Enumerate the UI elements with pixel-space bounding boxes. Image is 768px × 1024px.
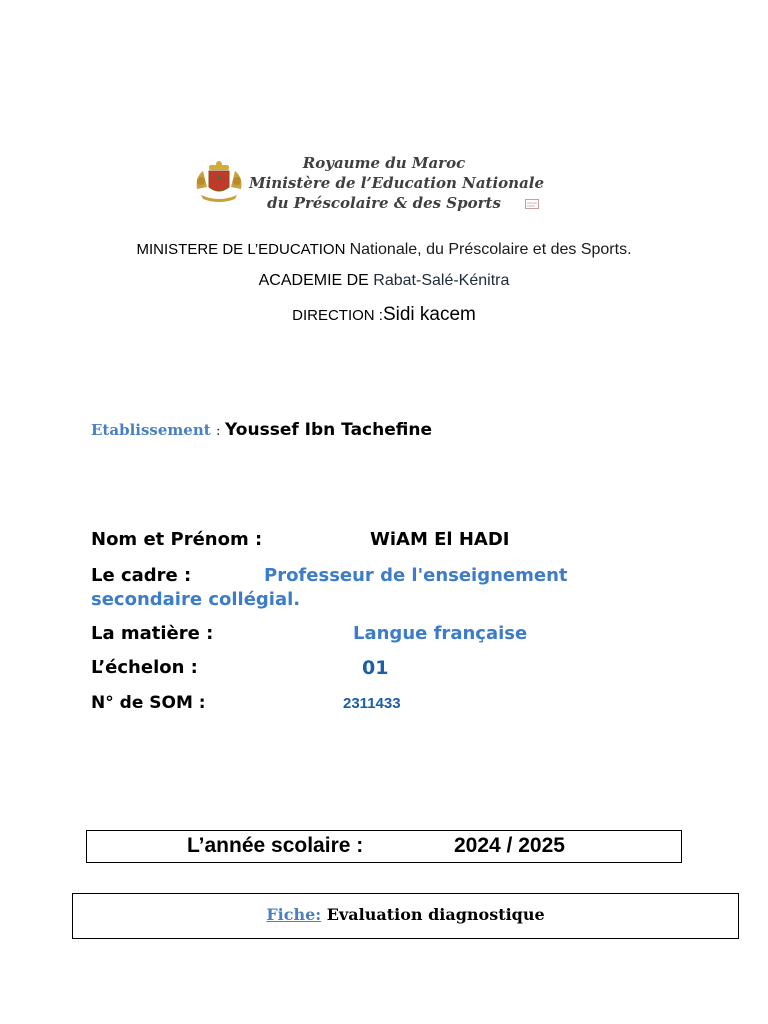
logo-line-prescolaire: du Préscolaire & des Sports <box>267 194 501 212</box>
academie-line <box>0 272 768 290</box>
direction-value: Sidi kacem <box>382 304 476 325</box>
annee-label: L’année scolaire : <box>187 834 364 857</box>
direction-line <box>0 304 768 326</box>
cadre-value-line2: secondaire collégial. <box>91 589 301 610</box>
echelon-label: L’échelon : <box>91 657 198 678</box>
etablissement-value: Youssef Ibn Tachefine <box>225 420 432 440</box>
ministry-rest: Nationale, du Préscolaire et des Sports. <box>349 241 632 258</box>
ministry-prefix: MINISTERE DE L’EDUCATION <box>136 241 350 258</box>
fiche-label: Fiche: <box>266 905 322 924</box>
etablissement-label: Etablissement <box>91 421 216 439</box>
fiche-value: Evaluation diagnostique <box>321 905 545 924</box>
matiere-label: La matière : <box>91 623 214 644</box>
ministry-logo <box>193 153 545 215</box>
som-label: N° de SOM : <box>91 693 206 713</box>
annee-value: 2024 / 2025 <box>454 834 565 857</box>
small-image-icon <box>525 199 539 209</box>
cadre-value-line1: Professeur de l'enseignement <box>264 565 568 586</box>
nom-label: Nom et Prénom : <box>91 529 263 550</box>
echelon-value: 01 <box>362 657 389 679</box>
annee-scolaire-box <box>86 830 682 863</box>
ministry-line <box>0 241 768 259</box>
royal-coat-of-arms-icon <box>193 159 245 203</box>
fiche-line <box>73 905 738 924</box>
academie-value: Rabat-Salé-Kénitra <box>373 272 510 289</box>
fiche-box <box>72 893 739 939</box>
academie-prefix: ACADEMIE DE <box>258 272 374 289</box>
etablissement-colon: : <box>215 423 226 439</box>
logo-line-royaume: Royaume du Maroc <box>302 154 466 172</box>
som-value: 2311433 <box>343 695 401 712</box>
matiere-value: Langue française <box>353 623 528 644</box>
cadre-label: Le cadre : <box>91 565 192 586</box>
etablissement-line <box>91 420 432 440</box>
logo-line-ministere: Ministère de l’Education Nationale <box>249 174 545 192</box>
direction-prefix: DIRECTION : <box>292 307 383 324</box>
nom-value: WiAM El HADI <box>370 529 510 550</box>
